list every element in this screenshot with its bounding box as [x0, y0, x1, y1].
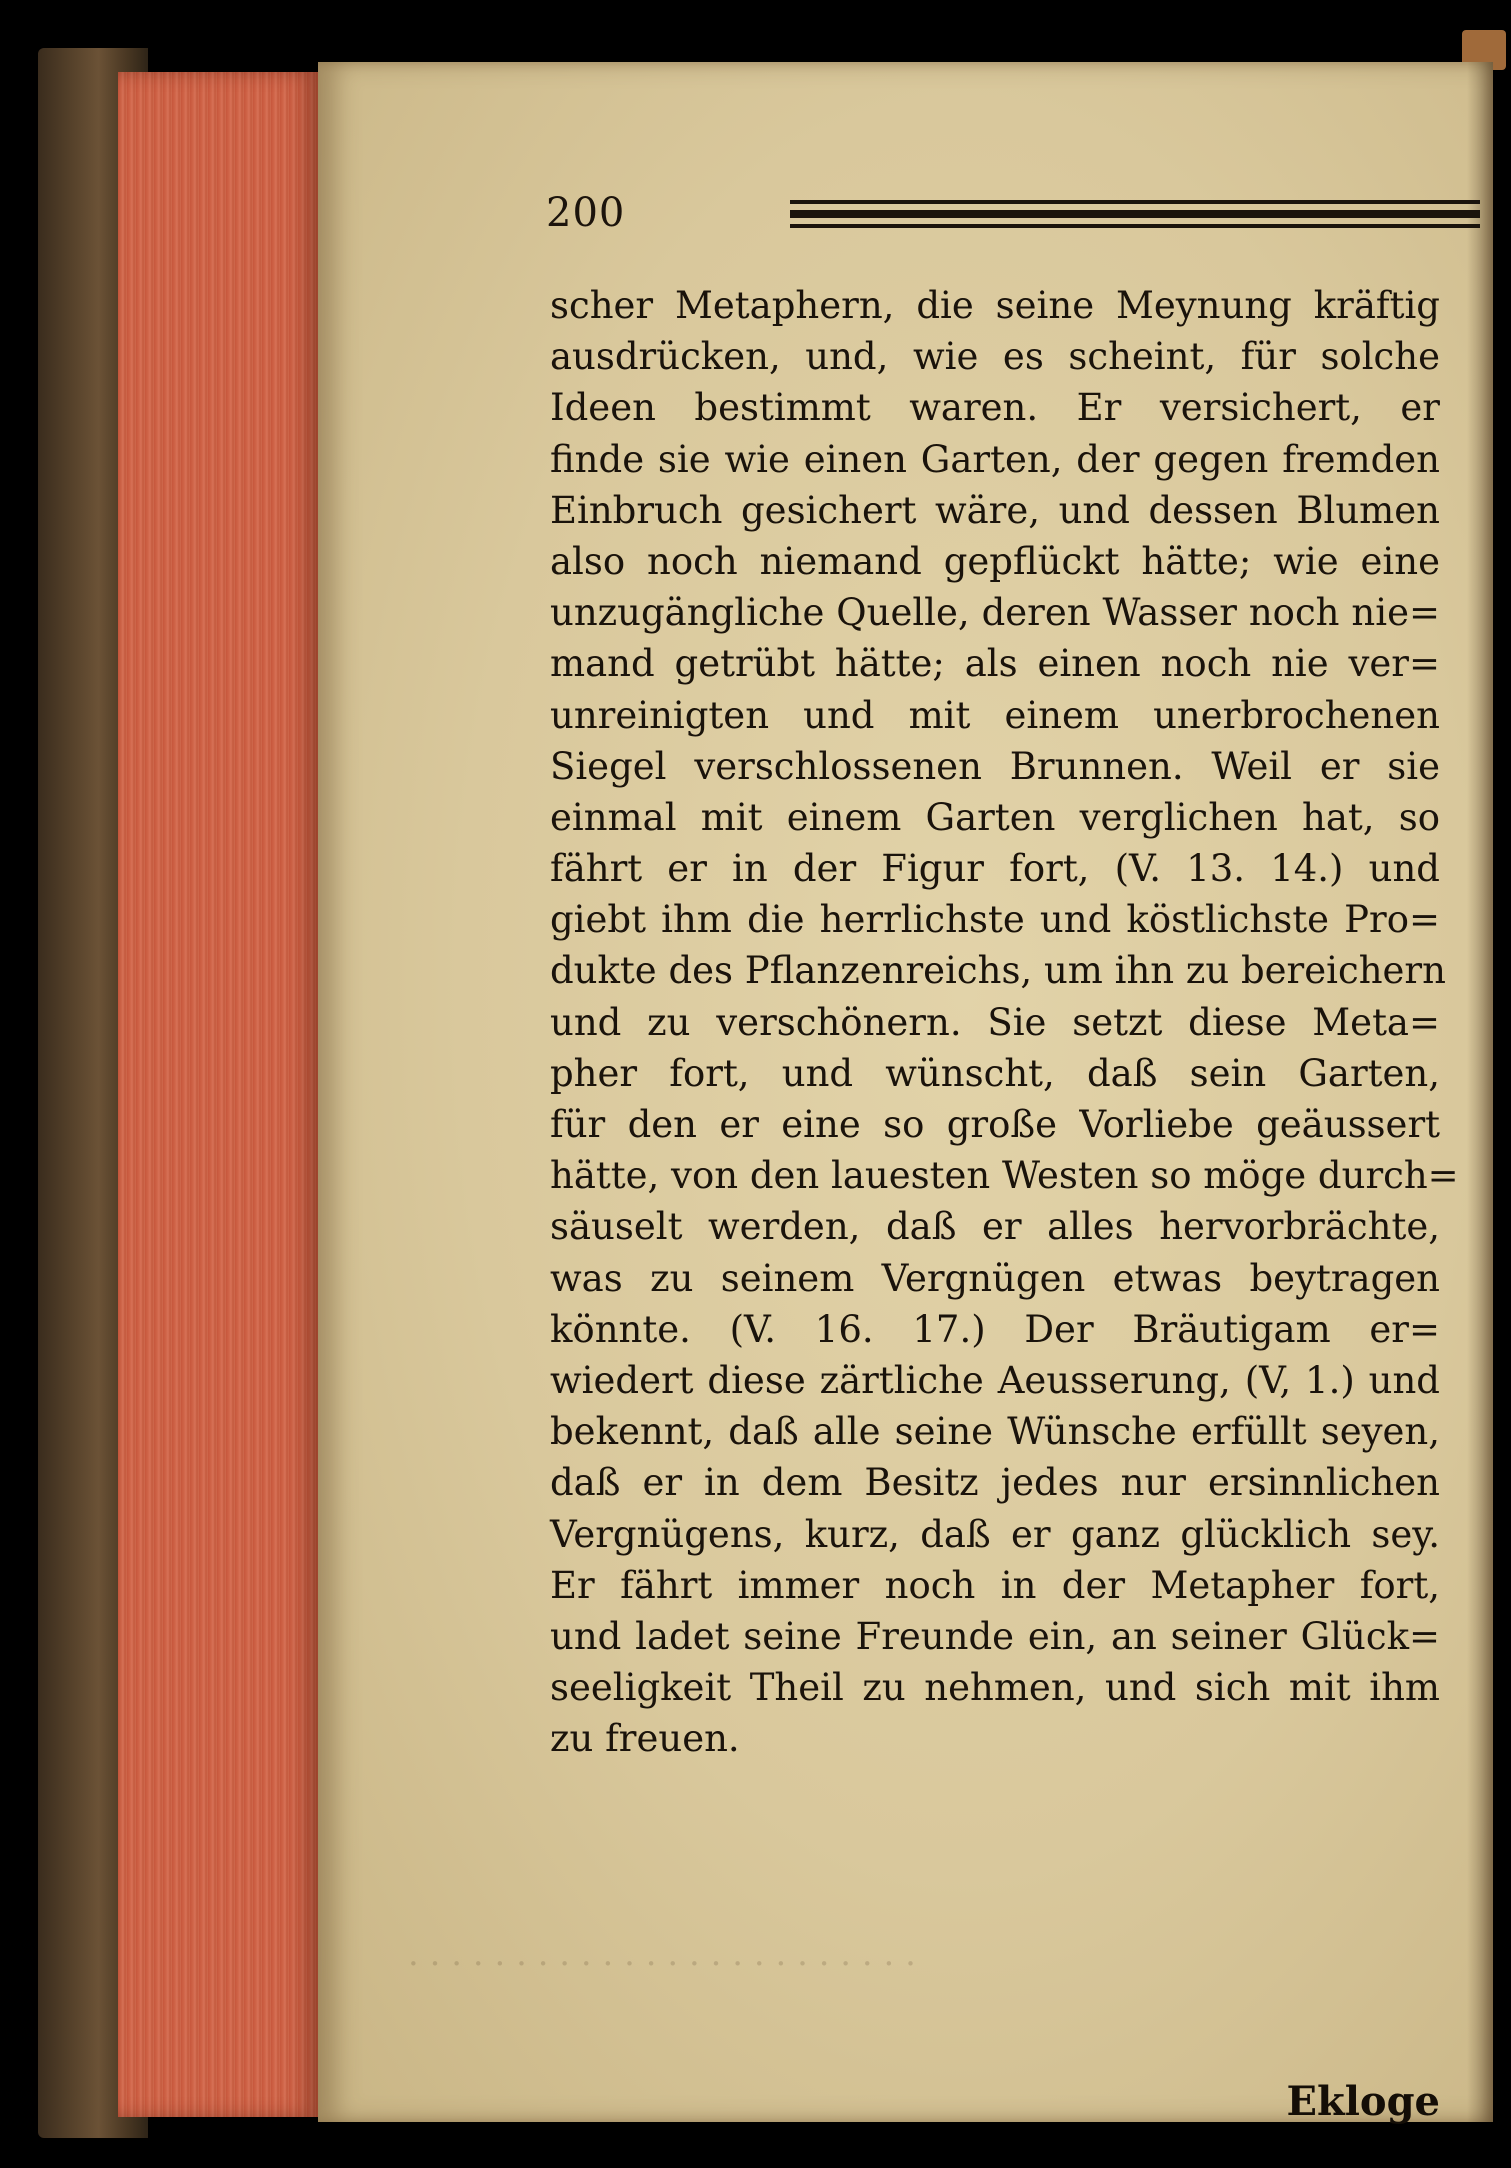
text-line: finde sie wie einen Garten, der gegen fremden [550, 437, 1440, 481]
text-line: einmal mit einem Garten verglichen hat, so [550, 795, 1440, 839]
text-line: was zu seinem Vergnügen etwas beytragen [550, 1256, 1440, 1300]
text-line: pher fort, und wünscht, daß sein Garten, [550, 1051, 1440, 1095]
text-line: ausdrücken, und, wie es scheint, für solche [550, 335, 1440, 379]
text-line: also noch niemand gepflückt hätte; wie eine [550, 539, 1440, 583]
page-block-red-edges [118, 72, 318, 2117]
text-line: dukte des Pflanzenreichs, um ihn zu bereichern [550, 949, 1446, 993]
text-line: mand getrübt hätte; als einen noch nie ver= [550, 642, 1440, 686]
text-line: säuselt werden, daß er alles hervorbrächte, [550, 1205, 1440, 1249]
text-line: und ladet seine Freunde ein, an seiner Glück= [550, 1614, 1440, 1658]
text-line: und zu verschönern. Sie setzt diese Meta= [550, 1000, 1440, 1044]
text-line: unreinigten und mit einem unerbrochenen [550, 693, 1440, 737]
text-line: Er fährt immer noch in der Metapher fort, [550, 1563, 1440, 1607]
text-line: Einbruch gesichert wäre, und dessen Blumen [550, 488, 1440, 532]
text-line: fährt er in der Figur fort, (V. 13. 14.) und [550, 847, 1440, 891]
text-line: Vergnügens, kurz, daß er ganz glücklich sey. [550, 1512, 1440, 1556]
text-line: giebt ihm die herrlichste und köstlichste Pro= [550, 898, 1440, 942]
bleed-through-text: · · · · · · · · · · · · · · · · · · · · · · · · [408, 1944, 916, 1984]
page-number: 200 [546, 190, 626, 236]
paper-page [318, 62, 1493, 2125]
text-line: Ideen bestimmt waren. Er versichert, er [550, 386, 1440, 430]
body-text [550, 280, 1459, 1764]
gutter-shadow [1467, 62, 1493, 2122]
text-line: daß er in dem Besitz jedes nur ersinnlichen [550, 1461, 1440, 1505]
text-line: wiedert diese zärtliche Aeusserung, (V, 1.) und [550, 1358, 1440, 1402]
catchword: Ekloge [1286, 2078, 1440, 2125]
text-line: seeligkeit Theil zu nehmen, und sich mit ihm [550, 1666, 1440, 1710]
text-line: für den er eine so große Vorliebe geäussert [550, 1103, 1440, 1146]
header-rule [790, 190, 1480, 234]
text-line: scher Metaphern, die seine Meynung kräftig [550, 284, 1440, 327]
text-line: zu freuen. [550, 1717, 740, 1761]
text-line: könnte. (V. 16. 17.) Der Bräutigam er= [550, 1307, 1440, 1351]
text-line: Siegel verschlossenen Brunnen. Weil er sie [550, 744, 1440, 788]
text-line: unzugängliche Quelle, deren Wasser noch nie= [550, 591, 1440, 635]
text-line: hätte, von den lauesten Westen so möge durch= [550, 1154, 1459, 1198]
text-line: bekennt, daß alle seine Wünsche erfüllt seyen, [550, 1410, 1440, 1454]
